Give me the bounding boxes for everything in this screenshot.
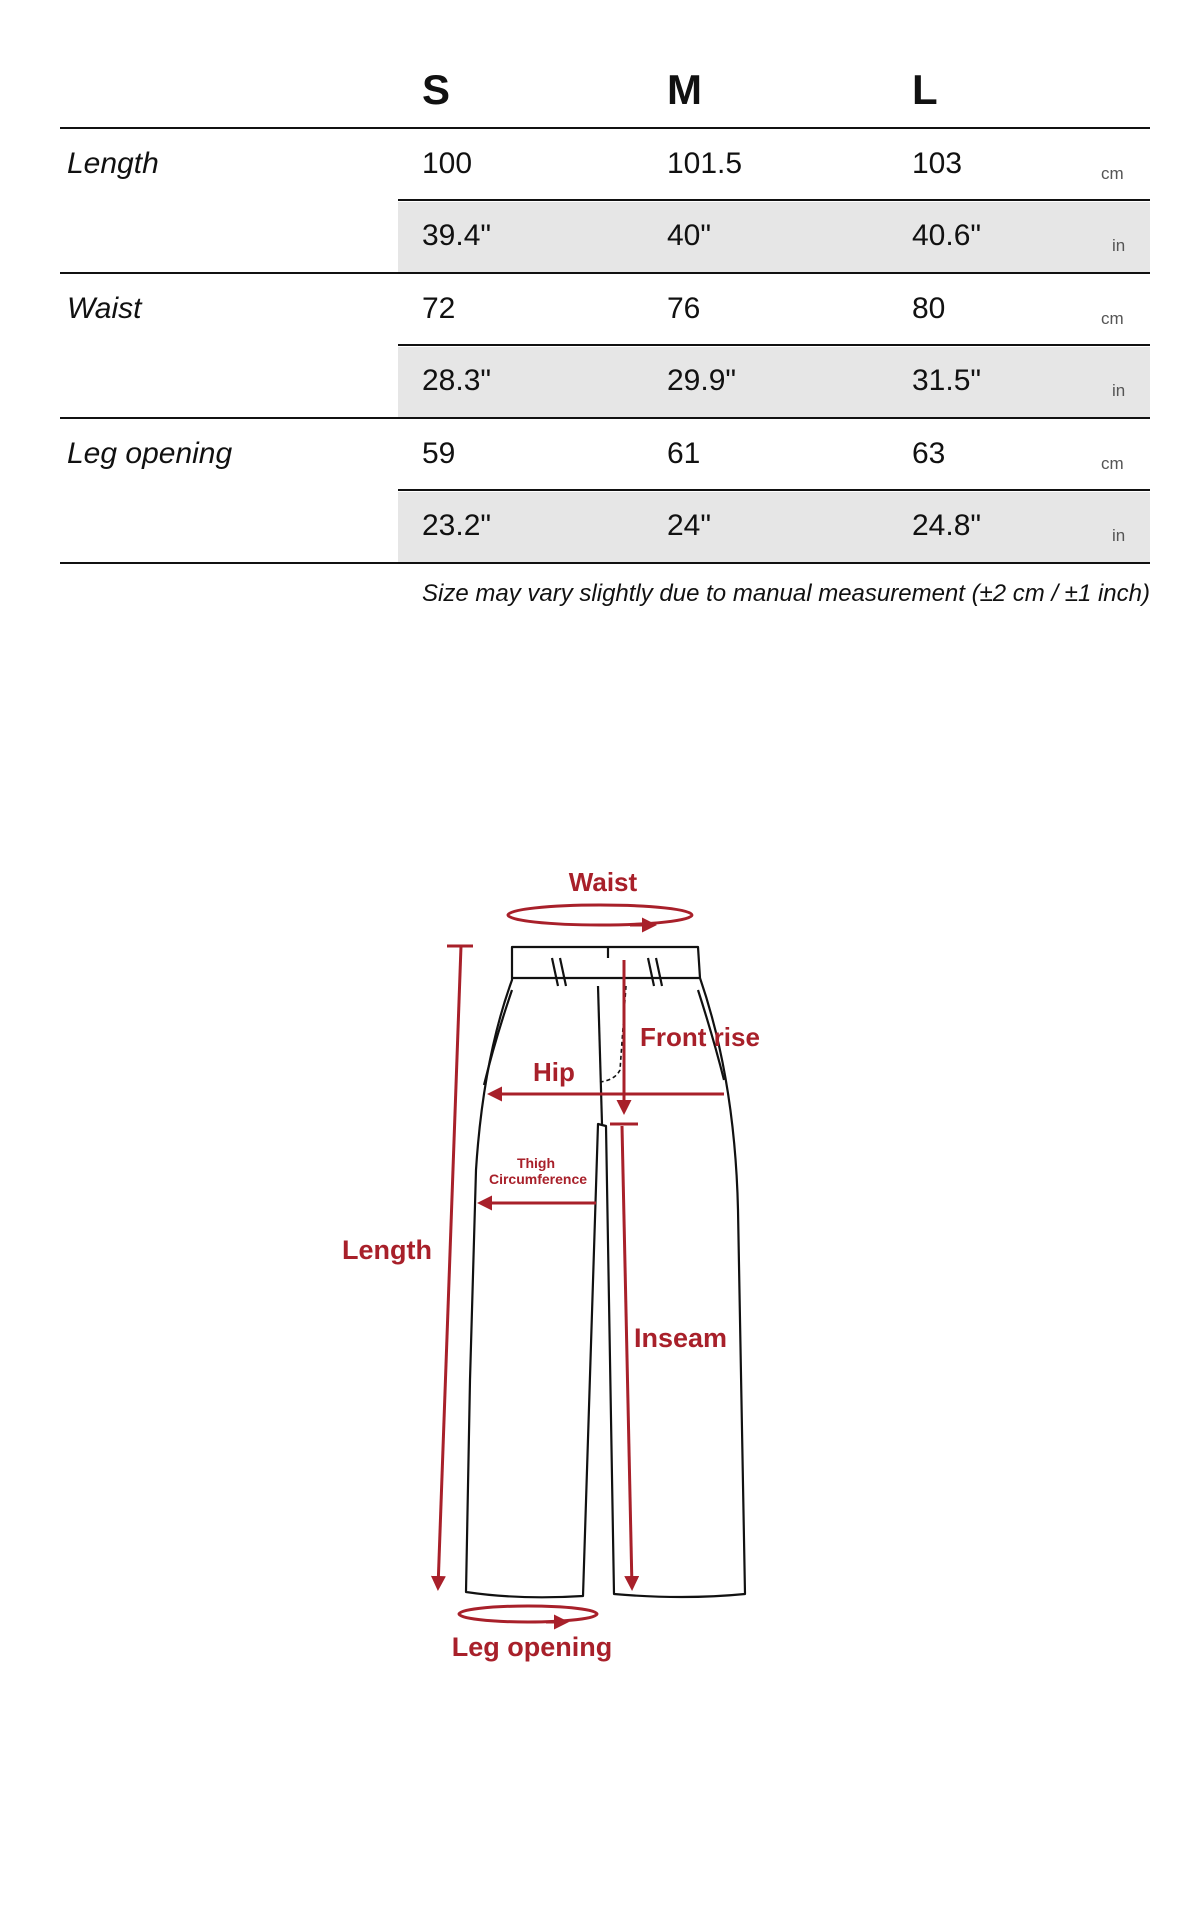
unit-cm: cm: [1101, 454, 1124, 473]
waist-measure: [508, 867, 692, 925]
measurement-note: Size may vary slightly due to manual measurement (±2 cm / ±1 inch): [422, 580, 1150, 607]
inseam-measure: [622, 1126, 727, 1588]
label-inseam: Inseam: [634, 1323, 728, 1353]
cell-leg-m-cm: 61: [667, 437, 701, 470]
table-rule-thin: [398, 344, 1150, 346]
table-rule: [60, 417, 1150, 419]
size-header-s: S: [422, 66, 451, 113]
row-label-length: Length: [67, 147, 159, 180]
cell-length-m-in: 40": [667, 219, 712, 252]
label-thigh-line2: Circumference: [488, 1171, 588, 1187]
row-shade-length-in: [398, 202, 1150, 272]
cell-leg-l-cm: 63: [912, 437, 946, 470]
label-hip: Hip: [533, 1057, 575, 1087]
front-rise-measure: [610, 960, 760, 1124]
unit-cm: cm: [1101, 164, 1124, 183]
hip-measure: [490, 1057, 724, 1094]
label-front-rise: Front rise: [640, 1022, 760, 1052]
row-label-waist: Waist: [67, 292, 142, 325]
label-thigh-line1: Thigh: [516, 1155, 556, 1171]
cell-waist-l-in: 31.5": [912, 364, 982, 397]
cell-leg-s-in: 23.2": [422, 509, 492, 542]
cell-length-l-cm: 103: [912, 147, 963, 180]
pants-measurement-diagram: [0, 840, 1200, 1700]
table-rule: [60, 127, 1150, 129]
cell-waist-m-cm: 76: [667, 292, 701, 325]
length-measure: [342, 946, 473, 1588]
row-label-leg-opening: Leg opening: [67, 437, 233, 470]
table-rule: [60, 272, 1150, 274]
table-rule-thin: [398, 199, 1150, 201]
cell-leg-m-in: 24": [667, 509, 712, 542]
cell-waist-l-cm: 80: [912, 292, 946, 325]
cell-length-l-in: 40.6": [912, 219, 982, 252]
unit-cm: cm: [1101, 309, 1124, 328]
cell-waist-s-in: 28.3": [422, 364, 492, 397]
label-leg-opening: Leg opening: [451, 1632, 613, 1662]
cell-length-s-cm: 100: [422, 147, 473, 180]
leg-opening-measure: [452, 1606, 612, 1662]
cell-length-m-cm: 101.5: [667, 147, 743, 180]
unit-in: in: [1112, 381, 1126, 400]
size-header-m: M: [667, 66, 702, 113]
cell-leg-s-cm: 59: [422, 437, 456, 470]
unit-in: in: [1112, 236, 1126, 255]
size-header-l: L: [912, 66, 938, 113]
cell-waist-s-cm: 72: [422, 292, 456, 325]
cell-waist-m-in: 29.9": [667, 364, 737, 397]
cell-length-s-in: 39.4": [422, 219, 492, 252]
cell-leg-l-in: 24.8": [912, 509, 982, 542]
unit-in: in: [1112, 526, 1126, 545]
table-rule: [60, 562, 1150, 564]
table-rule-thin: [398, 489, 1150, 491]
row-shade-waist-in: [398, 347, 1150, 417]
thigh-measure: [480, 1155, 596, 1203]
row-shade-leg-in: [398, 492, 1150, 562]
label-waist: Waist: [568, 867, 638, 897]
label-length: Length: [342, 1235, 432, 1265]
